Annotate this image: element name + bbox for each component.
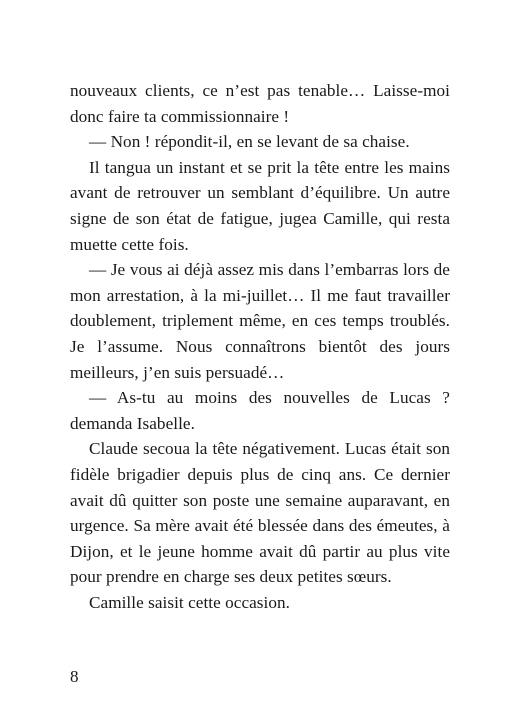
- paragraph: Il tangua un instant et se prit la tête entre les mains avant de retrouver un semblant d’équilibre. Un autre signe de son état de fatigue, jugea Camille, qui resta muette cette fois.: [70, 157, 450, 254]
- paragraph: — Non ! répondit-il, en se levant de sa chaise.: [89, 132, 410, 152]
- paragraph: nouveaux clients, ce n’est pas tenable… Laisse-moi donc faire ta commissionnaire !: [70, 81, 450, 126]
- paragraph: Claude secoua la tête négativement. Lucas était son fidèle brigadier depuis plus de cinq ans. Ce dernier avait dû quitter son poste une semaine auparavant, en urgence. Sa mère avait été blessée dans des émeutes, à Dijon, et le jeune homme avait dû partir au plus vite pour prendre en charge ses deux petites sœurs.: [70, 439, 450, 587]
- page-number: 8: [70, 667, 79, 686]
- paragraph: — Je vous ai déjà assez mis dans l’embarras lors de mon arrestation, à la mi-juillet… Il me faut travailler doublement, triplement même, en ces temps troublés. Je l’assume. Nous connaîtrons bientôt des jours meilleurs, j’en suis persuadé…: [70, 260, 450, 382]
- body-text: [70, 78, 450, 615]
- paragraph: Camille saisit cette occasion.: [89, 592, 291, 612]
- paragraph: — As-tu au moins des nouvelles de Lucas ? demanda Isabelle.: [70, 388, 450, 433]
